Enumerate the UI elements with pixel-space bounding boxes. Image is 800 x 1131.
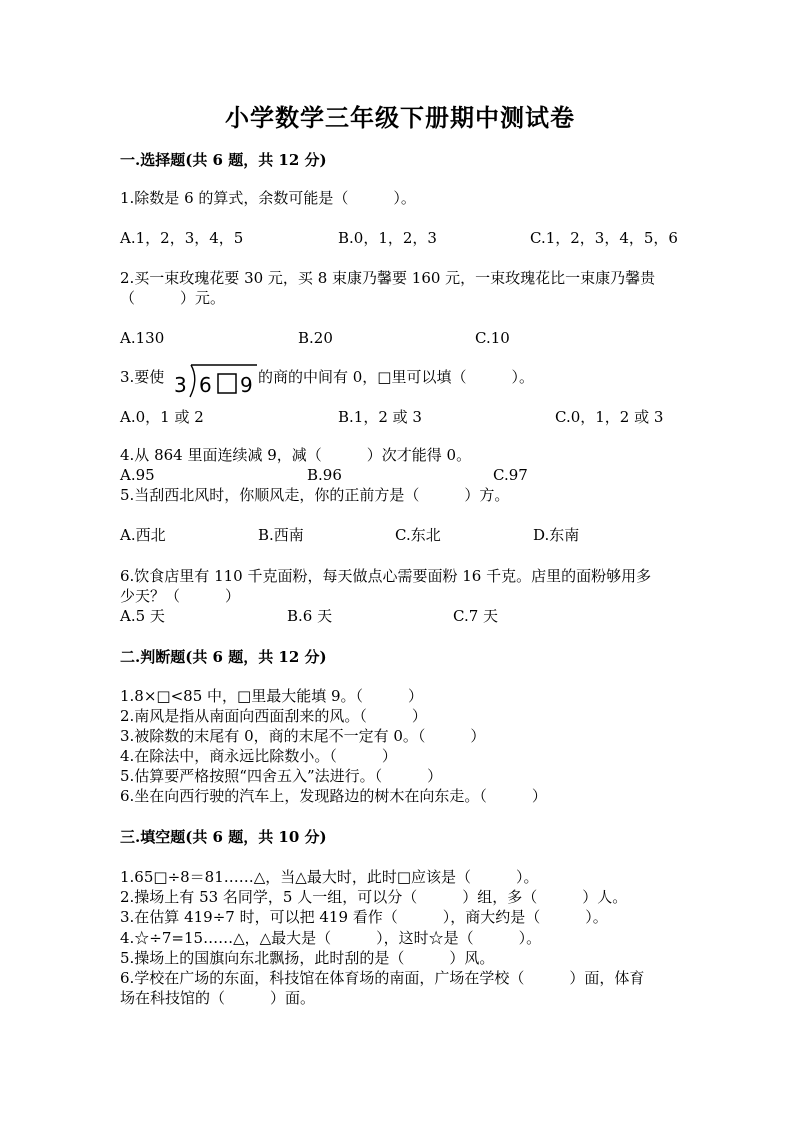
option-b: B.西南 (258, 526, 304, 544)
section-heading-judgment: 二.判断题(共 6 题，共 12 分) (120, 648, 327, 666)
question-stem-continued: （ ）元。 (120, 289, 226, 307)
option-a: A.1，2，3，4，5 (120, 229, 244, 247)
section-heading-choice: 一.选择题(共 6 题，共 12 分) (120, 151, 327, 169)
judgment-item: 6.坐在向西行驶的汽车上，发现路边的树木在向东走。（ ） (120, 787, 547, 805)
long-division-figure (171, 359, 259, 399)
fill-in-item: 1.65□÷8＝81……△，当△最大时，此时□应该是（ ）。 (120, 868, 539, 886)
question-stem-continued: 少天？（ ） (120, 587, 241, 605)
dividend-digit-first: 6 (199, 373, 212, 397)
fill-in-item: 2.操场上有 53 名同学，5 人一组，可以分（ ）组，多（ ）人。 (120, 888, 628, 906)
question-stem: 1.除数是 6 的算式，余数可能是（ ）。 (120, 189, 416, 207)
section-heading-fill-in: 三.填空题(共 6 题，共 10 分) (120, 828, 327, 846)
fill-in-item: 6.学校在广场的东面，科技馆在体育场的南面，广场在学校（ ）面，体育 (120, 969, 645, 987)
judgment-item: 5.估算要严格按照“四舍五入”法进行。（ ） (120, 767, 443, 785)
fill-in-item: 3.在估算 419÷7 时，可以把 419 看作（ ），商大约是（ ）。 (120, 908, 608, 926)
question-stem: 6.饮食店里有 110 千克面粉，每天做点心需要面粉 16 千克。店里的面粉够用多 (120, 567, 652, 585)
option-b: B.0，1，2，3 (338, 229, 437, 247)
option-a: A.130 (120, 329, 165, 347)
judgment-item: 3.被除数的末尾有 0，商的末尾不一定有 0。（ ） (120, 727, 486, 745)
option-b: B.6 天 (287, 607, 333, 625)
question-stem: 4.从 864 里面连续减 9，减（ ）次才能得 0。 (120, 446, 472, 464)
judgment-item: 2.南风是指从南面向西面刮来的风。（ ） (120, 707, 427, 725)
question-stem: 5.当刮西北风时，你顺风走，你的正前方是（ ）方。 (120, 486, 510, 504)
question-stem-suffix: 的商的中间有 0，□里可以填（ ）。 (258, 368, 534, 386)
option-c: C.0，1，2 或 3 (555, 408, 664, 426)
option-d: D.东南 (533, 526, 580, 544)
blank-square (218, 374, 236, 393)
page-title: 小学数学三年级下册期中测试卷 (225, 103, 575, 132)
question-stem-prefix: 3.要使 (120, 368, 165, 386)
question-stem: 2.买一束玫瑰花要 30 元，买 8 束康乃馨要 160 元，一束玫瑰花比一束康乃馨贵 (120, 269, 656, 287)
option-c: C.7 天 (453, 607, 499, 625)
option-b: B.1，2 或 3 (338, 408, 422, 426)
divisor-digit: 3 (174, 373, 187, 397)
judgment-item: 1.8×□<85 中，□里最大能填 9。（ ） (120, 687, 424, 705)
fill-in-item: 5.操场上的国旗向东北飘扬，此时刮的是（ ）风。 (120, 949, 495, 967)
fill-in-item: 4.☆÷7=15……△，△最大是（ ），这时☆是（ ）。 (120, 929, 542, 947)
option-b: B.20 (298, 329, 333, 347)
fill-in-item-continued: 场在科技馆的（ ）面。 (120, 989, 316, 1007)
option-a: A.5 天 (120, 607, 165, 625)
judgment-item: 4.在除法中，商永远比除数小。（ ） (120, 747, 397, 765)
option-c: C.1，2，3，4，5，6 (530, 229, 678, 247)
option-a: A.西北 (120, 526, 166, 544)
option-c: C.东北 (395, 526, 441, 544)
option-a: A.95 (120, 466, 155, 484)
option-c: C.97 (493, 466, 528, 484)
division-bracket (190, 365, 195, 397)
option-c: C.10 (475, 329, 510, 347)
option-b: B.96 (307, 466, 342, 484)
option-a: A.0，1 或 2 (120, 408, 204, 426)
dividend-digit-last: 9 (240, 373, 253, 397)
